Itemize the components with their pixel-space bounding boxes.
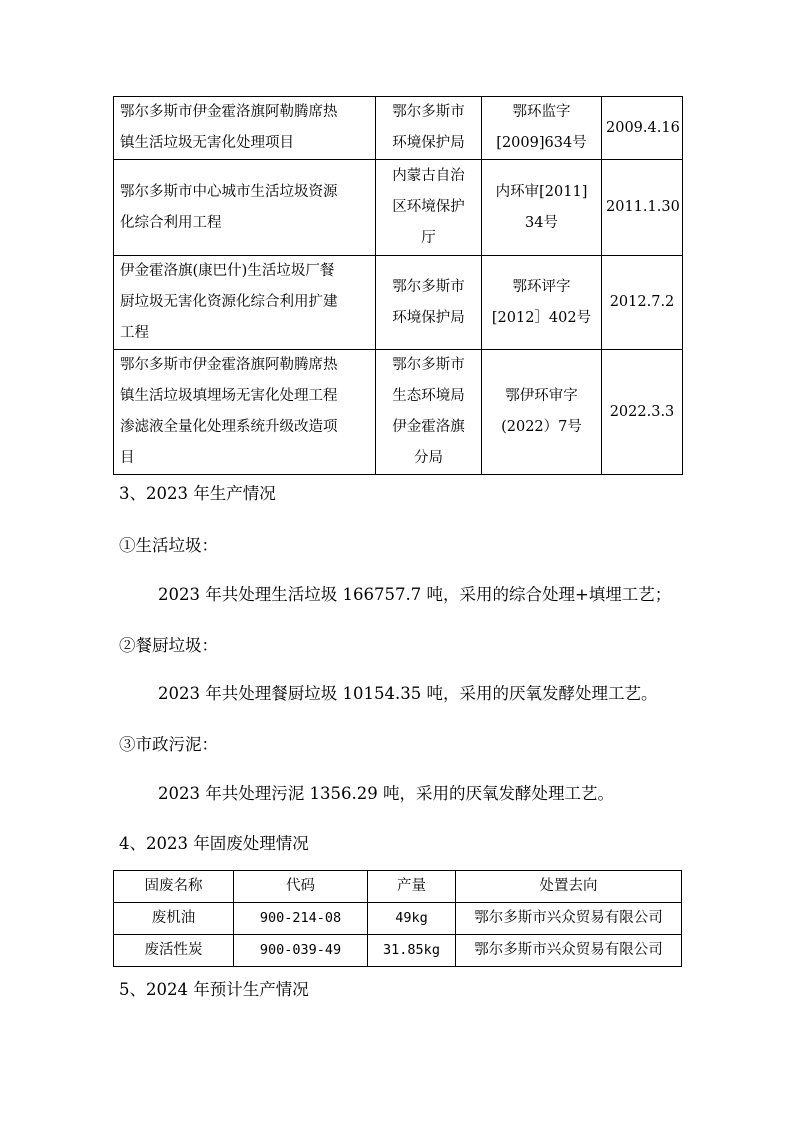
disposal-destination-cell: 鄂尔多斯市兴众贸易有限公司: [456, 935, 682, 967]
waste-code-cell: 900-214-08: [234, 903, 368, 935]
authority-cell: 鄂尔多斯市 环境保护局: [376, 256, 482, 350]
date-cell: 2022.3.3: [602, 350, 683, 475]
solid-waste-table: [113, 870, 682, 967]
authority-cell: 鄂尔多斯市 生态环境局 伊金霍洛旗 分局: [376, 350, 482, 475]
table-row: [114, 350, 683, 475]
table-row: [114, 935, 682, 967]
project-name-cell: 鄂尔多斯市中心城市生活垃圾资源 化综合利用工程: [114, 160, 376, 256]
document-number-cell: 鄂伊环审字 (2022）7号: [482, 350, 602, 475]
table-row: [114, 160, 683, 256]
table-header-row: [114, 871, 682, 903]
waste-name-cell: 废机油: [114, 903, 234, 935]
document-number-cell: 鄂环监字 [2009]634号: [482, 97, 602, 160]
section-3-heading: 3、2023 年生产情况: [119, 484, 276, 503]
project-name-cell: 伊金霍洛旗(康巴什)生活垃圾厂餐 厨垃圾无害化资源化综合利用扩建 工程: [114, 256, 376, 350]
column-header: 代码: [234, 871, 368, 903]
waste-quantity-cell: 49kg: [368, 903, 456, 935]
authority-cell: 内蒙古自治 区环境保护 厅: [376, 160, 482, 256]
table-row: [114, 256, 683, 350]
item-text-kitchen-waste: 2023 年共处理餐厨垃圾 10154.35 吨，采用的厌氧发酵处理工艺。: [158, 684, 658, 703]
item-label-kitchen-waste: ②餐厨垃圾：: [119, 636, 218, 655]
waste-quantity-cell: 31.85kg: [368, 935, 456, 967]
item-text-municipal-sludge: 2023 年共处理污泥 1356.29 吨，采用的厌氧发酵处理工艺。: [158, 784, 614, 803]
table-row: [114, 97, 683, 160]
item-label-domestic-waste: ①生活垃圾：: [119, 536, 218, 555]
column-header: 产量: [368, 871, 456, 903]
approvals-table: [113, 96, 683, 475]
disposal-destination-cell: 鄂尔多斯市兴众贸易有限公司: [456, 903, 682, 935]
waste-code-cell: 900-039-49: [234, 935, 368, 967]
date-cell: 2009.4.16: [602, 97, 683, 160]
table-row: [114, 903, 682, 935]
waste-name-cell: 废活性炭: [114, 935, 234, 967]
date-cell: 2012.7.2: [602, 256, 683, 350]
column-header: 处置去向: [456, 871, 682, 903]
document-number-cell: 内环审[2011] 34号: [482, 160, 602, 256]
item-label-municipal-sludge: ③市政污泥：: [119, 735, 218, 754]
document-number-cell: 鄂环评字 [2012］402号: [482, 256, 602, 350]
section-5-heading: 5、2024 年预计生产情况: [119, 980, 309, 999]
authority-cell: 鄂尔多斯市 环境保护局: [376, 97, 482, 160]
column-header: 固废名称: [114, 871, 234, 903]
project-name-cell: 鄂尔多斯市伊金霍洛旗阿勒腾席热 镇生活垃圾无害化处理项目: [114, 97, 376, 160]
item-text-domestic-waste: 2023 年共处理生活垃圾 166757.7 吨，采用的综合处理+填埋工艺；: [158, 585, 672, 604]
section-4-heading: 4、2023 年固废处理情况: [119, 834, 309, 853]
date-cell: 2011.1.30: [602, 160, 683, 256]
project-name-cell: 鄂尔多斯市伊金霍洛旗阿勒腾席热 镇生活垃圾填埋场无害化处理工程 渗滤液全量化处理系统升级改造项 目: [114, 350, 376, 475]
